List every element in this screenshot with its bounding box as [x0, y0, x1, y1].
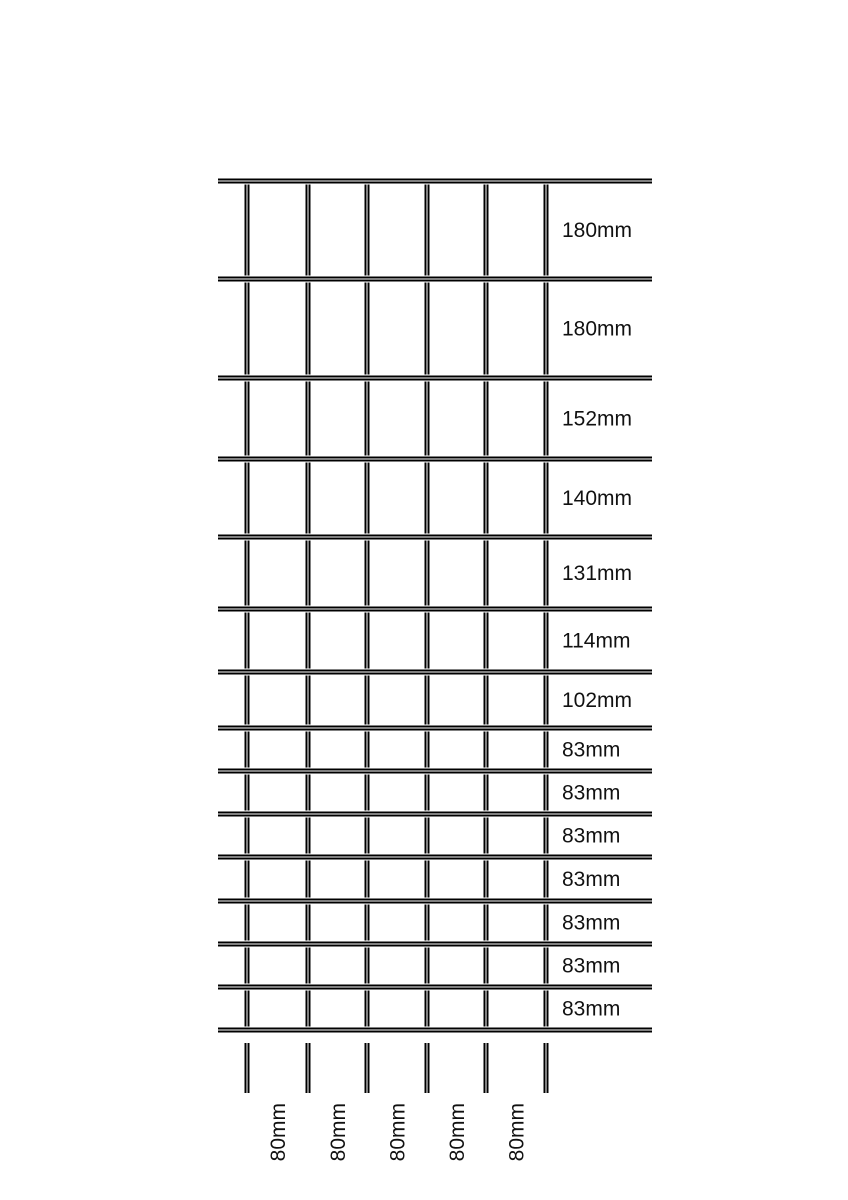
row-spacing-label: 83mm	[562, 911, 621, 935]
row-spacing-label: 102mm	[562, 689, 633, 712]
horizontal-wire	[218, 180, 652, 183]
row-spacing-label: 83mm	[562, 954, 621, 978]
horizontal-wire	[218, 813, 652, 816]
row-spacing-label: 83mm	[562, 868, 621, 891]
vertical-wire-end	[307, 1043, 310, 1093]
row-spacing-label: 180mm	[562, 317, 633, 341]
column-spacing-labels	[267, 1103, 529, 1161]
row-spacing-label: 83mm	[562, 738, 621, 762]
horizontal-wire	[218, 377, 652, 380]
column-spacing-label: 80mm	[386, 1103, 410, 1162]
row-spacing-label: 83mm	[562, 781, 621, 805]
horizontal-wire	[218, 458, 652, 461]
horizontal-wire	[218, 278, 652, 281]
vertical-wire-end	[545, 1043, 548, 1093]
horizontal-wire	[218, 727, 652, 730]
vertical-wire-end	[426, 1043, 429, 1093]
row-spacing-label: 83mm	[562, 997, 621, 1021]
row-spacing-label: 180mm	[562, 219, 633, 242]
horizontal-wires	[218, 180, 652, 1032]
column-spacing-label: 80mm	[505, 1103, 529, 1162]
row-spacing-label: 131mm	[562, 562, 633, 585]
vertical-wire-end	[485, 1043, 488, 1093]
horizontal-wire	[218, 986, 652, 989]
row-spacing-label: 152mm	[562, 407, 633, 431]
column-spacing-label: 80mm	[267, 1103, 291, 1162]
column-spacing-label: 80mm	[446, 1103, 470, 1162]
vertical-wire-end	[246, 1043, 249, 1093]
horizontal-wire	[218, 1029, 652, 1032]
row-spacing-label: 114mm	[562, 629, 631, 653]
vertical-wire-end	[366, 1043, 369, 1093]
column-spacing-label: 80mm	[327, 1103, 351, 1162]
horizontal-wire	[218, 536, 652, 539]
horizontal-wire	[218, 770, 652, 773]
row-spacing-label: 83mm	[562, 824, 621, 848]
row-spacing-label: 140mm	[562, 487, 633, 510]
horizontal-wire	[218, 608, 652, 611]
horizontal-wire	[218, 856, 652, 859]
horizontal-wire	[218, 671, 652, 674]
vertical-wire-ends	[246, 1043, 548, 1093]
horizontal-wire	[218, 900, 652, 903]
horizontal-wire	[218, 943, 652, 946]
